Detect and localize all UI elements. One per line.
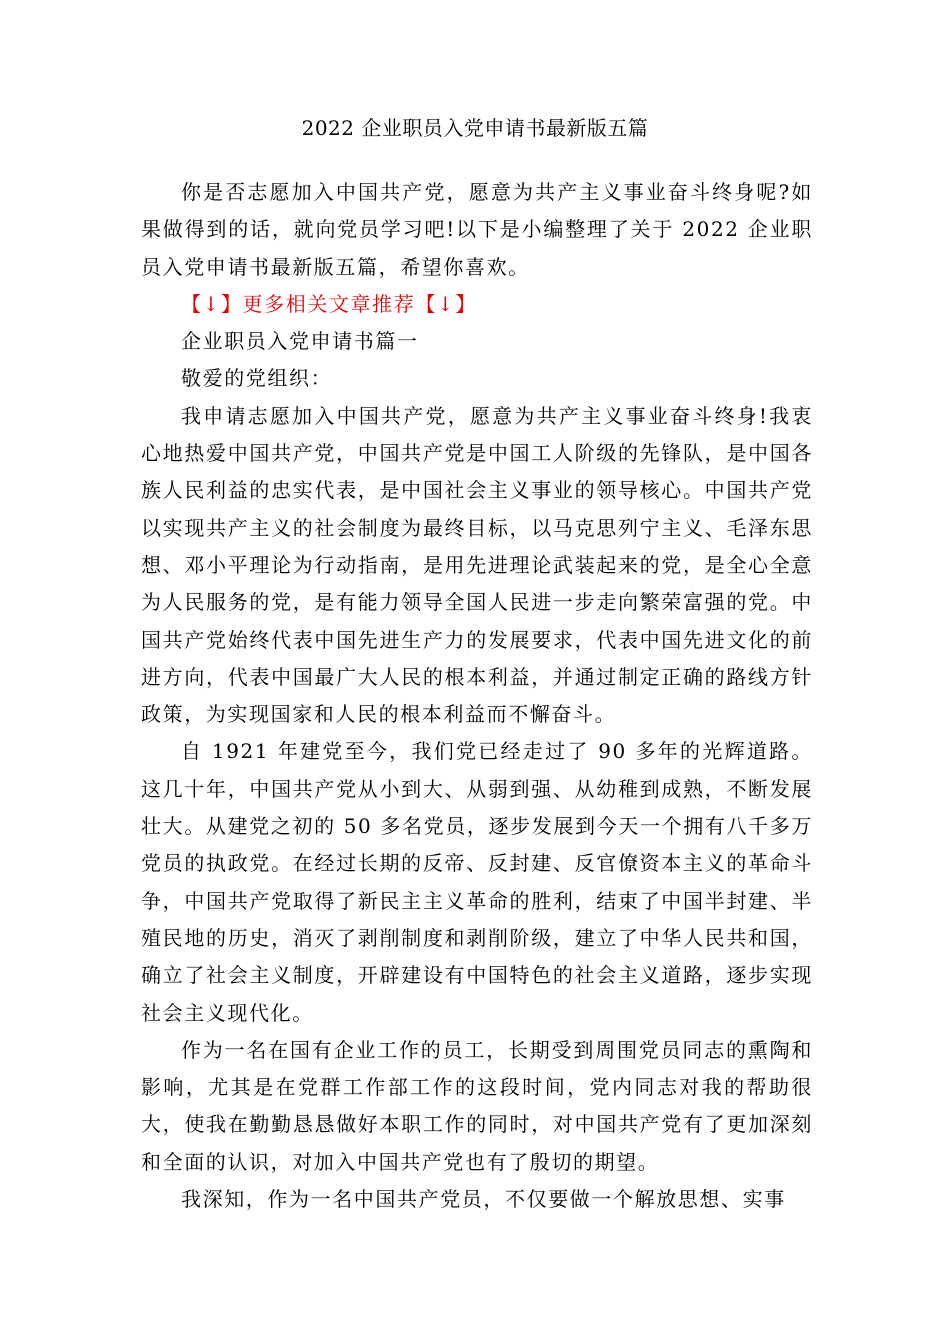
intro-paragraph: 你是否志愿加入中国共产党，愿意为共产主义事业奋斗终身呢?如果做得到的话，就向党员学习吧!以下是小编整理了关于 2022 企业职员入党申请书最新版五篇，希望你喜欢。 xyxy=(141,180,813,279)
document-body xyxy=(141,174,813,1218)
body-paragraph: 作为一名在国有企业工作的员工，长期受到周围党员同志的熏陶和影响，尤其是在党群工作部工作的这段时间，党内同志对我的帮助很大，使我在勤勤恳恳做好本职工作的同时，对中国共产党有了更加深刻和全面的认识，对加入中国共产党也有了殷切的期望。 xyxy=(141,1037,813,1174)
salutation: 敬爱的党组织： xyxy=(181,366,333,391)
body-paragraph: 我申请志愿加入中国共产党，愿意为共产主义事业奋斗终身!我衷心地热爱中国共产党，中国共产党是中国工人阶级的先锋队，是中国各族人民利益的忠实代表，是中国社会主义事业的领导核心。中国共产党以实现共产主义的社会制度为最终目标，以马克思列宁主义、毛泽东思想、邓小平理论为行动指南，是用先进理论武装起来的党，是全心全意为人民服务的党，是有能力领导全国人民进一步走向繁荣富强的党。中国共产党始终代表中国先进生产力的发展要求，代表中国先进文化的前进方向，代表中国最广大人民的根本利益，并通过制定正确的路线方针政策，为实现国家和人民的根本利益而不懈奋斗。 xyxy=(141,403,813,727)
related-articles-link[interactable]: 【↓】更多相关文章推荐【↓】 xyxy=(181,291,477,316)
body-paragraph: 我深知，作为一名中国共产党员，不仅要做一个解放思想、实事 xyxy=(181,1187,786,1212)
document-title: 2022 企业职员入党申请书最新版五篇 xyxy=(301,116,649,140)
section-heading: 企业职员入党申请书篇一 xyxy=(181,329,419,354)
body-paragraph: 自 1921 年建党至今，我们党已经走过了 90 多年的光辉道路。这几十年，中国共产党从小到大、从弱到强、从幼稚到成熟，不断发展壮大。从建党之初的 50 多名党员，逐步发展到今天一个拥有八千多万党员的执政党。在经过长期的反帝、反封建、反官僚资本主义的革命斗争，中国共产党取得了新民主主义革命的胜利，结束了中国半封建、半殖民地的历史，消灭了剥削制度和剥削阶级，建立了中华人民共和国，确立了社会主义制度，开辟建设有中国特色的社会主义道路，逐步实现社会主义现代化。 xyxy=(141,739,813,1025)
